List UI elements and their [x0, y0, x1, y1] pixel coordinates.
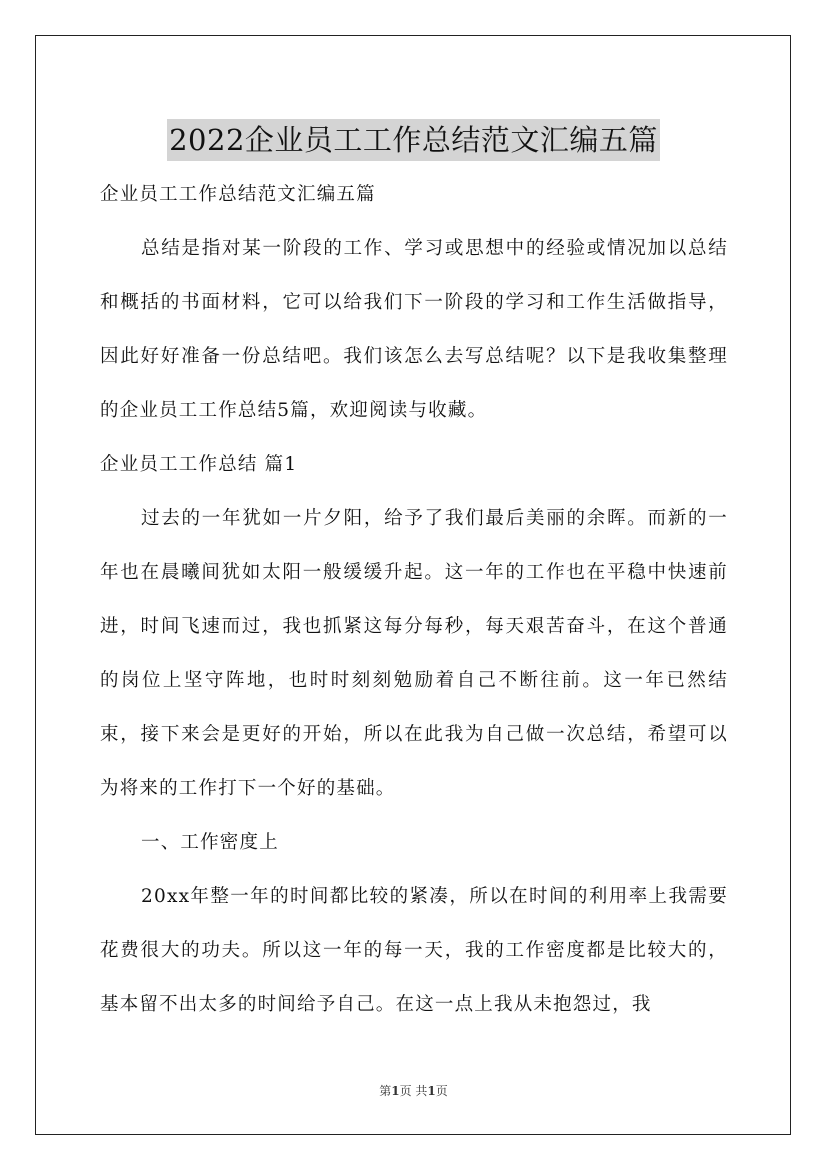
subsection-heading: 一、工作密度上: [141, 832, 279, 853]
footer-page-mid: 页 共: [399, 1084, 428, 1098]
document-body: [100, 168, 728, 1032]
subtitle-paragraph: 企业员工工作总结范文汇编五篇: [100, 184, 376, 205]
body-paragraph: 过去的一年犹如一片夕阳，给予了我们最后美丽的余晖。而新的一年也在晨曦间犹如太阳一般缓缓升起。这一年的工作也在平稳中快速前进，时间飞速而过，我也抓紧这每分每秒，每天艰苦奋斗，在这个普通的岗位上坚守阵地，也时时刻刻勉励着自己不断往前。这一年已然结束，接下来会是更好的开始，所以在此我为自己做一次总结，希望可以为将来的工作打下一个好的基础。: [100, 508, 728, 799]
intro-paragraph: 总结是指对某一阶段的工作、学习或思想中的经验或情况加以总结和概括的书面材料，它可以给我们下一阶段的学习和工作生活做指导，因此好好准备一份总结吧。我们该怎么去写总结呢？以下是我收集整理的企业员工工作总结5篇，欢迎阅读与收藏。: [100, 238, 728, 421]
footer-page-number: 1: [391, 1084, 400, 1098]
footer-page-total: 1: [427, 1084, 436, 1098]
body-paragraph: 20xx年整一年的时间都比较的紧凑，所以在时间的利用率上我需要花费很大的功夫。所以这一年的每一天，我的工作密度都是比较大的，基本留不出太多的时间给予自己。在这一点上我从未抱怨过，我: [100, 886, 728, 1015]
section-heading: 企业员工工作总结 篇1: [100, 454, 298, 475]
page-footer: [0, 1082, 827, 1099]
footer-page-prefix: 第: [379, 1084, 392, 1098]
document-title: 2022企业员工工作总结范文汇编五篇: [167, 119, 660, 161]
footer-page-suffix: 页: [435, 1084, 448, 1098]
